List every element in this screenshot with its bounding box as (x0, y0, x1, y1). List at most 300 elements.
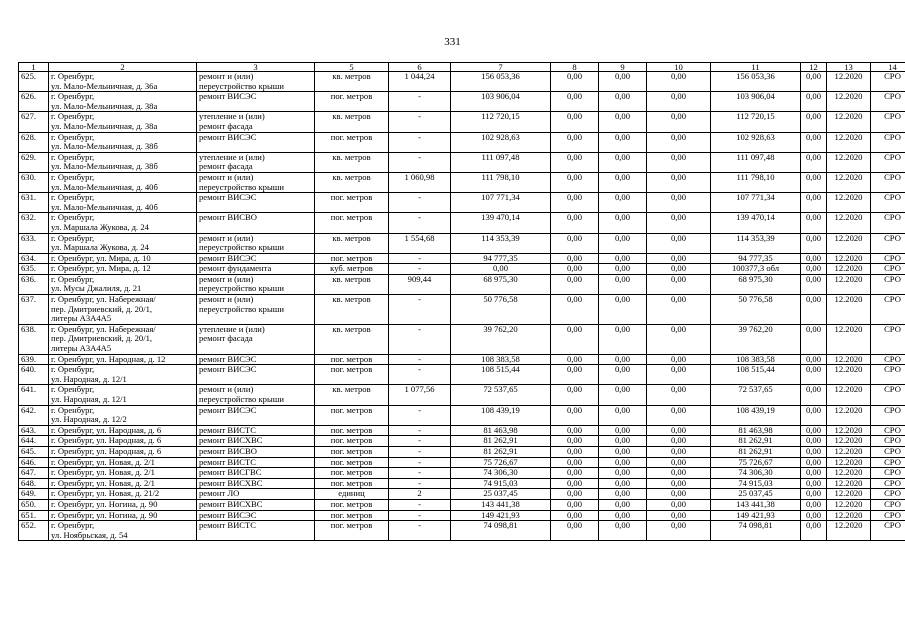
quantity-cell: - (389, 264, 451, 275)
value-cell: 0,00 (647, 478, 711, 489)
table-row (19, 354, 905, 365)
address-cell-line: г. Оренбург, (51, 212, 95, 223)
address-cell (49, 499, 197, 510)
unit-cell: куб. метров (315, 264, 389, 275)
row-number-cell: 638. (19, 324, 49, 354)
address-cell-line: г. Оренбург, (51, 233, 95, 243)
work-type-cell (197, 132, 315, 152)
value-cell: 0,00 (599, 468, 647, 479)
quantity-cell: - (389, 499, 451, 510)
unit-cell: пог. метров (315, 92, 389, 112)
unit-cell: пог. метров (315, 253, 389, 264)
address-cell-line: г. Оренбург, ул. Новая, д. 21/2 (51, 488, 160, 499)
deadline-cell: 12.2020 (827, 295, 871, 325)
address-cell-line: ул. Мало-Мельничная, д. 40б (51, 201, 158, 212)
deadline-cell: 12.2020 (827, 405, 871, 425)
address-cell-line: г. Оренбург, ул. Народная, д. 6 (51, 425, 162, 435)
value-cell: 0,00 (551, 489, 599, 500)
value-cell: 0,00 (801, 446, 827, 457)
deadline-cell: 12.2020 (827, 264, 871, 275)
unit-cell: пог. метров (315, 354, 389, 365)
address-cell-line: ул. Мало-Мельничная, д. 38а (51, 120, 158, 131)
funding-cell: 143 441,38 (711, 499, 801, 510)
value-cell: 0,00 (647, 499, 711, 510)
address-cell (49, 365, 197, 385)
value-cell: 0,00 (551, 172, 599, 192)
value-cell: 0,00 (801, 499, 827, 510)
value-cell: 0,00 (551, 274, 599, 294)
value-cell: 0,00 (551, 193, 599, 213)
work-type-cell-line: ремонт фасада (199, 333, 253, 344)
quantity-cell: - (389, 521, 451, 541)
address-cell-line: г. Оренбург, ул. Новая, д. 2/1 (51, 457, 155, 467)
unit-cell: пог. метров (315, 468, 389, 479)
work-type-cell (197, 274, 315, 294)
funding-cell: 108 439,19 (711, 405, 801, 425)
deadline-cell: 12.2020 (827, 354, 871, 365)
value-cell: 0,00 (647, 365, 711, 385)
total-cost-cell: 156 053,36 (451, 72, 551, 92)
work-type-cell (197, 499, 315, 510)
value-cell: 0,00 (551, 253, 599, 264)
quantity-cell: - (389, 354, 451, 365)
table-row (19, 446, 905, 457)
work-type-cell-line: ремонт ВИСЭС (199, 405, 257, 415)
value-cell: 0,00 (599, 478, 647, 489)
address-cell (49, 92, 197, 112)
total-cost-cell: 74 098,81 (451, 521, 551, 541)
work-type-cell (197, 405, 315, 425)
value-cell: 0,00 (599, 112, 647, 132)
unit-cell: кв. метров (315, 233, 389, 253)
row-number-cell: 641. (19, 385, 49, 405)
row-number-cell: 637. (19, 295, 49, 325)
value-cell: 0,00 (801, 92, 827, 112)
address-cell (49, 152, 197, 172)
value-cell: 0,00 (801, 324, 827, 354)
value-cell: 0,00 (801, 478, 827, 489)
table-row (19, 365, 905, 385)
work-type-cell-line: ремонт ВИСТС (199, 520, 257, 531)
table-row (19, 274, 905, 294)
address-cell-line: г. Оренбург, (51, 152, 95, 162)
table-row (19, 499, 905, 510)
row-number-cell: 646. (19, 457, 49, 468)
total-cost-cell: 143 441,38 (451, 499, 551, 510)
value-cell: 0,00 (647, 264, 711, 275)
funding-cell: 81 463,98 (711, 425, 801, 436)
address-cell-line: литеры А3А4А5 (51, 313, 112, 324)
work-type-cell (197, 193, 315, 213)
value-cell: 0,00 (599, 499, 647, 510)
column-header: 1 (19, 63, 49, 72)
value-cell: 0,00 (647, 489, 711, 500)
funding-cell: 74 306,30 (711, 468, 801, 479)
total-cost-cell: 111 097,48 (451, 152, 551, 172)
value-cell: 0,00 (551, 425, 599, 436)
column-header: 8 (551, 63, 599, 72)
value-cell: 0,00 (647, 92, 711, 112)
quantity-cell: - (389, 365, 451, 385)
table-row (19, 457, 905, 468)
total-cost-cell: 81 262,91 (451, 436, 551, 447)
work-type-cell-line: ремонт ВИСТС (199, 425, 257, 435)
address-cell-line: г. Оренбург, ул. Набережная/ (51, 294, 156, 305)
row-number-cell: 651. (19, 510, 49, 521)
deadline-cell: 12.2020 (827, 365, 871, 385)
value-cell: 0,00 (551, 446, 599, 457)
row-number-cell: 648. (19, 478, 49, 489)
unit-cell: пог. метров (315, 521, 389, 541)
method-cell: СРО (871, 264, 905, 275)
value-cell: 0,00 (647, 193, 711, 213)
work-type-cell-line: ремонт ВИСГВС (199, 467, 262, 478)
page-number: 331 (444, 36, 461, 48)
address-cell-line: г. Оренбург, (51, 192, 95, 203)
address-cell-line: пер. Дмитриевский, д. 20/1, (51, 303, 153, 314)
value-cell: 0,00 (647, 152, 711, 172)
value-cell: 0,00 (801, 468, 827, 479)
value-cell: 0,00 (647, 425, 711, 436)
work-type-cell (197, 92, 315, 112)
unit-cell: кв. метров (315, 152, 389, 172)
quantity-cell: - (389, 436, 451, 447)
method-cell: СРО (871, 365, 905, 385)
value-cell: 0,00 (599, 425, 647, 436)
table-row (19, 425, 905, 436)
column-header: 5 (315, 63, 389, 72)
row-number-cell: 627. (19, 112, 49, 132)
funding-cell: 68 975,30 (711, 274, 801, 294)
funding-cell: 114 353,39 (711, 233, 801, 253)
value-cell: 0,00 (551, 436, 599, 447)
table-row (19, 112, 905, 132)
value-cell: 0,00 (647, 436, 711, 447)
repair-register-table (18, 62, 905, 541)
method-cell: СРО (871, 354, 905, 365)
value-cell: 0,00 (801, 172, 827, 192)
total-cost-cell: 149 421,93 (451, 510, 551, 521)
address-cell-line: ул. Мусы Джалиля, д. 21 (51, 283, 142, 294)
value-cell: 0,00 (599, 457, 647, 468)
work-type-cell-line: ремонт ВИСЭС (199, 364, 257, 375)
value-cell: 0,00 (551, 457, 599, 468)
work-type-cell-line: ремонт ВИСТС (199, 457, 257, 467)
work-type-cell-line: утепление и (или) (199, 324, 265, 334)
column-header: 3 (197, 63, 315, 72)
value-cell: 0,00 (801, 510, 827, 521)
value-cell: 0,00 (647, 510, 711, 521)
unit-cell: пог. метров (315, 478, 389, 489)
address-cell (49, 112, 197, 132)
method-cell: СРО (871, 468, 905, 479)
table-row (19, 468, 905, 479)
value-cell: 0,00 (551, 92, 599, 112)
work-type-cell-line: ремонт и (или) (199, 172, 254, 182)
funding-cell: 149 421,93 (711, 510, 801, 521)
method-cell: СРО (871, 72, 905, 92)
work-type-cell-line: переустройство крыши (199, 80, 284, 91)
method-cell: СРО (871, 152, 905, 172)
work-type-cell (197, 385, 315, 405)
address-cell-line: г. Оренбург, (51, 364, 95, 375)
total-cost-cell: 25 037,45 (451, 489, 551, 500)
deadline-cell: 12.2020 (827, 425, 871, 436)
unit-cell: кв. метров (315, 172, 389, 192)
address-cell-line: г. Оренбург, ул. Новая, д. 2/1 (51, 467, 155, 478)
funding-cell: 112 720,15 (711, 112, 801, 132)
value-cell: 0,00 (647, 253, 711, 264)
quantity-cell: - (389, 324, 451, 354)
total-cost-cell: 111 798,10 (451, 172, 551, 192)
value-cell: 0,00 (647, 521, 711, 541)
table-row (19, 72, 905, 92)
method-cell: СРО (871, 213, 905, 233)
unit-cell: пог. метров (315, 446, 389, 457)
quantity-cell: - (389, 213, 451, 233)
value-cell: 0,00 (551, 132, 599, 152)
quantity-cell: - (389, 92, 451, 112)
total-cost-cell: 108 383,58 (451, 354, 551, 365)
quantity-cell: - (389, 152, 451, 172)
work-type-cell-line: ремонт ВИСЭС (199, 253, 257, 263)
value-cell: 0,00 (551, 295, 599, 325)
deadline-cell: 12.2020 (827, 172, 871, 192)
address-cell-line: г. Оренбург, (51, 172, 95, 182)
address-cell (49, 446, 197, 457)
address-cell (49, 193, 197, 213)
method-cell: СРО (871, 193, 905, 213)
value-cell: 0,00 (801, 489, 827, 500)
work-type-cell-line: ремонт ВИСЭС (199, 132, 257, 142)
column-header: 13 (827, 63, 871, 72)
deadline-cell: 12.2020 (827, 274, 871, 294)
address-cell-line: ул. Народная, д. 12/1 (51, 373, 127, 384)
value-cell: 0,00 (599, 132, 647, 152)
value-cell: 0,00 (801, 405, 827, 425)
table-row (19, 253, 905, 264)
address-cell-line: г. Оренбург, (51, 111, 95, 122)
funding-cell: 25 037,45 (711, 489, 801, 500)
row-number-cell: 644. (19, 436, 49, 447)
value-cell: 0,00 (599, 213, 647, 233)
table-body (19, 72, 905, 541)
value-cell: 0,00 (599, 264, 647, 275)
value-cell: 0,00 (599, 365, 647, 385)
deadline-cell: 12.2020 (827, 233, 871, 253)
total-cost-cell: 68 975,30 (451, 274, 551, 294)
table-row (19, 489, 905, 500)
quantity-cell: 1 554,68 (389, 233, 451, 253)
unit-cell: пог. метров (315, 132, 389, 152)
value-cell: 0,00 (647, 172, 711, 192)
work-type-cell-line: ремонт фасада (199, 120, 253, 131)
row-number-cell: 626. (19, 92, 49, 112)
total-cost-cell: 74 915,03 (451, 478, 551, 489)
value-cell: 0,00 (801, 213, 827, 233)
value-cell: 0,00 (599, 521, 647, 541)
address-cell (49, 233, 197, 253)
work-type-cell-line: ремонт ВИСВО (199, 212, 257, 223)
total-cost-cell: 114 353,39 (451, 233, 551, 253)
quantity-cell: 1 060,98 (389, 172, 451, 192)
work-type-cell (197, 295, 315, 325)
row-number-cell: 652. (19, 521, 49, 541)
quantity-cell: - (389, 112, 451, 132)
unit-cell: кв. метров (315, 324, 389, 354)
deadline-cell: 12.2020 (827, 468, 871, 479)
value-cell: 0,00 (551, 72, 599, 92)
deadline-cell: 12.2020 (827, 521, 871, 541)
value-cell: 0,00 (801, 152, 827, 172)
deadline-cell: 12.2020 (827, 324, 871, 354)
unit-cell: пог. метров (315, 193, 389, 213)
value-cell: 0,00 (647, 385, 711, 405)
method-cell: СРО (871, 274, 905, 294)
address-cell-line: ул. Народная, д. 12/2 (51, 414, 127, 425)
quantity-cell: - (389, 478, 451, 489)
deadline-cell: 12.2020 (827, 72, 871, 92)
total-cost-cell: 102 928,63 (451, 132, 551, 152)
method-cell: СРО (871, 446, 905, 457)
work-type-cell (197, 253, 315, 264)
deadline-cell: 12.2020 (827, 436, 871, 447)
funding-cell: 81 262,91 (711, 446, 801, 457)
value-cell: 0,00 (551, 354, 599, 365)
work-type-cell (197, 489, 315, 500)
address-cell (49, 274, 197, 294)
address-cell-line: ул. Мало-Мельничная, д. 38б (51, 161, 158, 172)
value-cell: 0,00 (647, 457, 711, 468)
method-cell: СРО (871, 92, 905, 112)
row-number-cell: 645. (19, 446, 49, 457)
column-header: 10 (647, 63, 711, 72)
funding-cell: 81 262,91 (711, 436, 801, 447)
table-row (19, 324, 905, 354)
table-row (19, 521, 905, 541)
column-header: 11 (711, 63, 801, 72)
address-cell-line: г. Оренбург, (51, 274, 95, 284)
row-number-cell: 633. (19, 233, 49, 253)
work-type-cell-line: переустройство крыши (199, 181, 284, 192)
work-type-cell-line: ремонт ВИСХВС (199, 499, 263, 509)
value-cell: 0,00 (647, 468, 711, 479)
total-cost-cell: 81 262,91 (451, 446, 551, 457)
work-type-cell-line: ремонт и (или) (199, 384, 254, 395)
work-type-cell (197, 521, 315, 541)
method-cell: СРО (871, 295, 905, 325)
quantity-cell: - (389, 132, 451, 152)
work-type-cell-line: утепление и (или) (199, 152, 265, 162)
work-type-cell (197, 425, 315, 436)
address-cell (49, 132, 197, 152)
total-cost-cell: 139 470,14 (451, 213, 551, 233)
funding-cell: 100377,3 обл (711, 264, 801, 275)
value-cell: 0,00 (801, 112, 827, 132)
value-cell: 0,00 (599, 324, 647, 354)
value-cell: 0,00 (599, 385, 647, 405)
value-cell: 0,00 (647, 354, 711, 365)
value-cell: 0,00 (551, 521, 599, 541)
method-cell: СРО (871, 499, 905, 510)
row-number-cell: 635. (19, 264, 49, 275)
unit-cell: пог. метров (315, 457, 389, 468)
address-cell-line: г. Оренбург, ул. Новая, д. 2/1 (51, 478, 155, 488)
work-type-cell-line: ремонт и (или) (199, 71, 254, 81)
table-row (19, 213, 905, 233)
method-cell: СРО (871, 253, 905, 264)
column-header: 2 (49, 63, 197, 72)
address-cell-line: г. Оренбург, (51, 91, 95, 102)
work-type-cell (197, 112, 315, 132)
address-cell (49, 354, 197, 365)
work-type-cell-line: ремонт ВИСЭС (199, 510, 257, 520)
address-cell-line: ул. Мало-Мельничная, д. 40б (51, 181, 158, 192)
work-type-cell-line: ремонт и (или) (199, 233, 254, 243)
work-type-cell-line: ремонт фундамента (199, 263, 272, 274)
table-row (19, 233, 905, 253)
column-number-row (19, 63, 905, 72)
row-number-cell: 643. (19, 425, 49, 436)
address-cell-line: ул. Ноябрьская, д. 54 (51, 529, 128, 540)
method-cell: СРО (871, 405, 905, 425)
method-cell: СРО (871, 385, 905, 405)
quantity-cell: 909,44 (389, 274, 451, 294)
value-cell: 0,00 (801, 274, 827, 294)
unit-cell: кв. метров (315, 72, 389, 92)
row-number-cell: 650. (19, 499, 49, 510)
deadline-cell: 12.2020 (827, 253, 871, 264)
deadline-cell: 12.2020 (827, 92, 871, 112)
value-cell: 0,00 (551, 264, 599, 275)
address-cell (49, 172, 197, 192)
total-cost-cell: 103 906,04 (451, 92, 551, 112)
row-number-cell: 640. (19, 365, 49, 385)
address-cell-line: ул. Народная, д. 12/1 (51, 394, 127, 404)
value-cell: 0,00 (599, 172, 647, 192)
table-row (19, 152, 905, 172)
address-cell (49, 436, 197, 447)
address-cell-line: г. Оренбург, ул. Мира, д. 12 (51, 263, 151, 274)
funding-cell: 139 470,14 (711, 213, 801, 233)
address-cell-line: г. Оренбург, (51, 384, 95, 395)
row-number-cell: 639. (19, 354, 49, 365)
table-row (19, 264, 905, 275)
table-row (19, 478, 905, 489)
value-cell: 0,00 (599, 489, 647, 500)
value-cell: 0,00 (551, 152, 599, 172)
funding-cell: 108 515,44 (711, 365, 801, 385)
total-cost-cell: 72 537,65 (451, 385, 551, 405)
address-cell-line: ул. Мало-Мельничная, д. 38а (51, 100, 158, 111)
funding-cell: 94 777,35 (711, 253, 801, 264)
column-header: 7 (451, 63, 551, 72)
work-type-cell-line: переустройство крыши (199, 283, 284, 294)
deadline-cell: 12.2020 (827, 446, 871, 457)
value-cell: 0,00 (599, 436, 647, 447)
funding-cell: 39 762,20 (711, 324, 801, 354)
address-cell-line: ул. Маршала Жукова, д. 24 (51, 221, 149, 232)
quantity-cell: - (389, 425, 451, 436)
address-cell (49, 468, 197, 479)
address-cell (49, 510, 197, 521)
address-cell (49, 295, 197, 325)
value-cell: 0,00 (647, 274, 711, 294)
work-type-cell-line: переустройство крыши (199, 394, 284, 404)
funding-cell: 75 726,67 (711, 457, 801, 468)
work-type-cell (197, 478, 315, 489)
deadline-cell: 12.2020 (827, 510, 871, 521)
